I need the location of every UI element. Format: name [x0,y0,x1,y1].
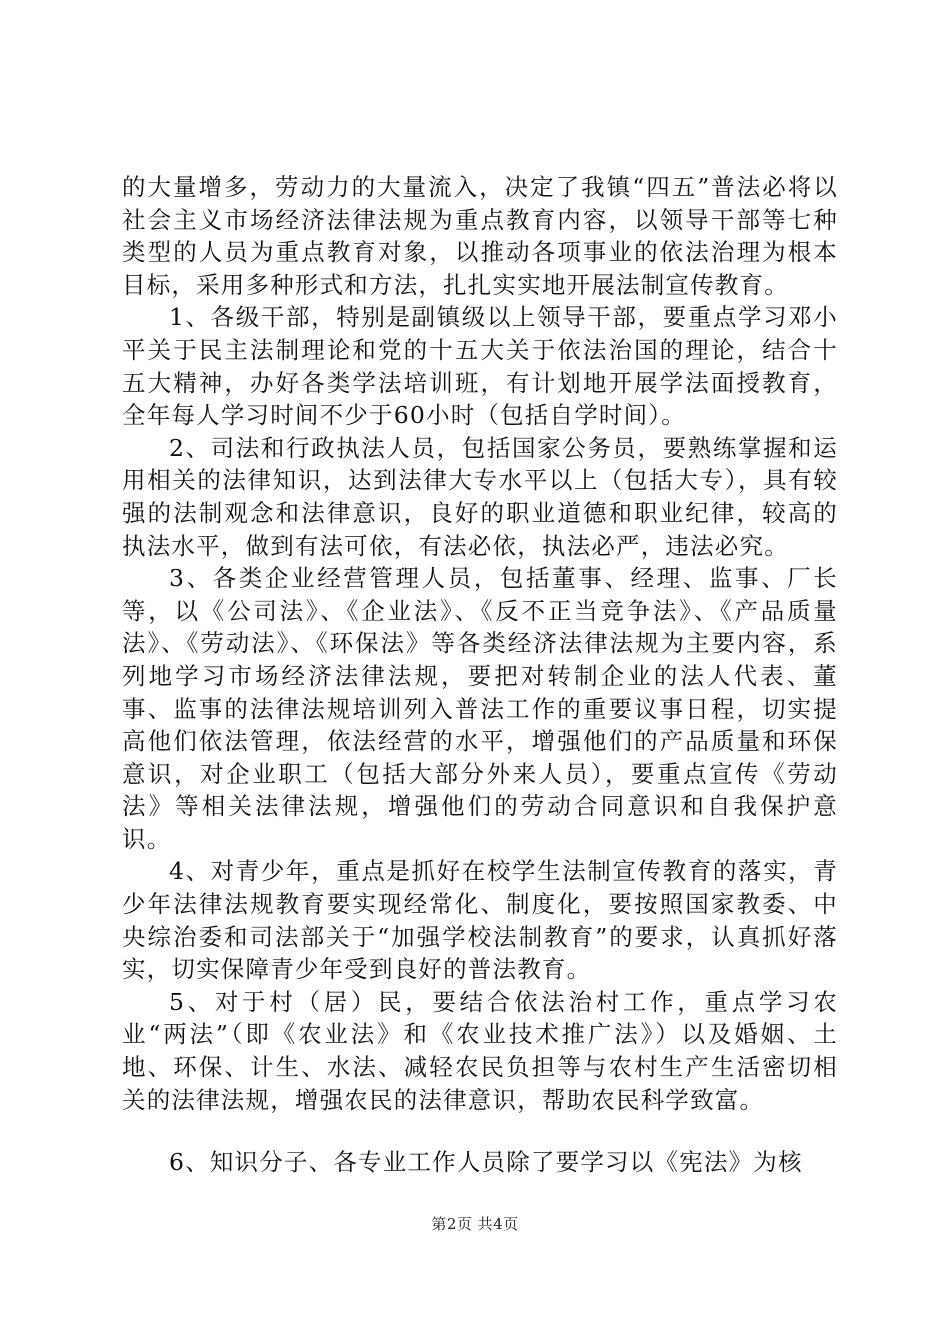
paragraph-item-6-intellectuals: 6、知识分子、各专业工作人员除了要学习以《宪法》为核 [169,1148,803,1177]
document-body [122,171,838,1179]
paragraph-item-1-cadres: 1、各级干部，特别是副镇级以上领导干部，要重点学习邓小平关于民主法制理论和党的十五大关于依法治国的理论，结合十五大精神，办好各类学法培训班，有计划地开展学法面授教育，全年每人学习时间不少于60小时（包括自学时间）。 [122,303,838,430]
paragraph-item-5-villagers: 5、对于村（居）民，要结合依法治村工作，重点学习农业“两法”（即《农业法》和《农业技术推广法》）以及婚姻、土地、环保、计生、水法、减轻农民负担等与农村生产生活密切相关的法律法规，增强农民的法律意识，帮助农民科学致富。 [122,987,838,1114]
paragraph-item-2-law-enforcement: 2、司法和行政执法人员，包括国家公务员，要熟练掌握和运用相关的法律知识，达到法律大专水平以上（包括大专），具有较强的法制观念和法律意识，良好的职业道德和职业纪律，较高的执法水平，做到有法可依，有法必依，执法必严，违法必究。 [122,433,838,560]
paragraph-item-3-enterprise-managers: 3、各类企业经营管理人员，包括董事、经理、监事、厂长等，以《公司法》、《企业法》、《反不正当竞争法》、《产品质量法》、《劳动法》、《环保法》等各类经济法律法规为主要内容，系列地学习市场经济法律法规，要把对转制企业的法人代表、董事、监事的法律法规培训列入普法工作的重要议事日程，切实提高他们依法管理，依法经营的水平，增强他们的产品质量和环保意识，对企业职工（包括大部分外来人员），要重点宣传《劳动法》等相关法律法规，增强他们的劳动合同意识和自我保护意识。 [122,564,838,853]
paragraph-intro-continuation: 的大量增多，劳动力的大量流入，决定了我镇“四五”普法必将以社会主义市场经济法律法规为重点教育内容，以领导干部等七种类型的人员为重点教育对象，以推动各项事业的依法治理为根本目标，采用多种形式和方法，扎扎实实地开展法制宣传教育。 [122,173,838,299]
paragraph-item-4-youth: 4、对青少年，重点是抓好在校学生法制宣传教育的落实，青少年法律法规教育要实现经常化、制度化，要按照国家教委、中央综治委和司法部关于“加强学校法制教育”的要求，认真抓好落实，切实保障青少年受到良好的普法教育。 [122,857,838,984]
page-number-footer: 第2页 共4页 [431,1215,519,1233]
